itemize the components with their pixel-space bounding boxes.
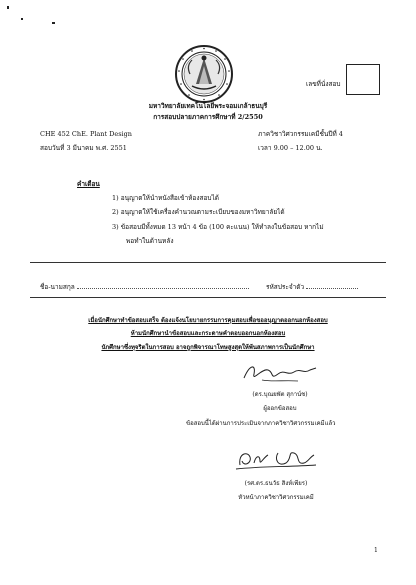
warning-line: ห้ามนักศึกษานำข้อสอบและกระดาษคำตอบออกนอกห้องสอบ xyxy=(130,330,286,337)
examiner-name: (ดร.บุณยพัต สุกาน์ช) xyxy=(252,391,308,398)
scan-mark xyxy=(21,18,23,20)
divider-line xyxy=(30,297,386,298)
divider-line xyxy=(30,262,386,263)
student-name-label: ชื่อ-นามสกุล xyxy=(40,283,75,291)
warning-line: นักศึกษาซึ่งทุจริตในการสอบ อาจถูกพิจารณาโทษสูงสุดให้พ้นสภาพการเป็นนักศึกษา xyxy=(101,344,315,351)
instruction-item: 1) อนุญาตให้นำหนังสือเข้าห้องสอบได้ xyxy=(112,194,219,202)
student-id-field[interactable] xyxy=(266,282,358,291)
seat-number-label: เลขที่นั่งสอบ xyxy=(306,80,341,88)
university-name: มหาวิทยาลัยเทคโนโลยีพระจอมเกล้าธนบุรี xyxy=(148,102,268,110)
instruction-item: 2) อนุญาตให้ใช้เครื่องคำนวณตามระเบียบของมหาวิทยาลัยได้ xyxy=(112,208,285,216)
instruction-item: พอทำในด้านหลัง xyxy=(126,237,174,245)
examiner-role: ผู้ออกข้อสอบ xyxy=(263,405,297,412)
approval-statement: ข้อสอบนี้ได้ผ่านการประเมินจากภาควิชาวิศวกรรมเคมีแล้ว xyxy=(186,420,336,427)
student-id-label: รหัสประจำตัว xyxy=(266,283,305,291)
examiner-signature xyxy=(240,360,320,386)
instructions-heading: คำเตือน xyxy=(77,180,100,188)
instruction-item: 3) ข้อสอบมีทั้งหมด 13 หน้า 4 ข้อ (100 คะแนน) ให้ทำลงในข้อสอบ หากไม่ xyxy=(112,223,324,231)
exam-time: เวลา 9.00 – 12.00 น. xyxy=(258,144,323,152)
department-year: ภาควิชาวิศวกรรมเคมีชั้นปีที่ 4 xyxy=(258,130,343,138)
head-role: หัวหน้าภาควิชาวิศวกรรมเคมี xyxy=(238,494,314,501)
scan-mark xyxy=(52,22,55,24)
head-signature xyxy=(234,445,318,473)
head-name: (รศ.ดร.ธนวัธ สิงห์เพียร) xyxy=(244,480,308,487)
course-code: CHE 452 ChE. Plant Design xyxy=(40,130,132,138)
exam-date: สอบวันที่ 3 มีนาคม พ.ศ. 2551 xyxy=(40,144,127,152)
warning-line: เมื่อนักศึกษาทำข้อสอบเสร็จ ต้องแจ้งนโยบายกรรมการคุมสอบเพื่อขออนุญาตออกนอกห้องสอบ xyxy=(88,317,328,324)
scan-mark xyxy=(7,6,9,9)
university-seal xyxy=(174,44,234,104)
exam-title: การสอบปลายภาคการศึกษาที่ 2/2550 xyxy=(153,113,263,121)
student-name-field[interactable] xyxy=(40,282,249,291)
page-number: 1 xyxy=(374,547,378,554)
seat-number-box[interactable] xyxy=(346,64,380,95)
